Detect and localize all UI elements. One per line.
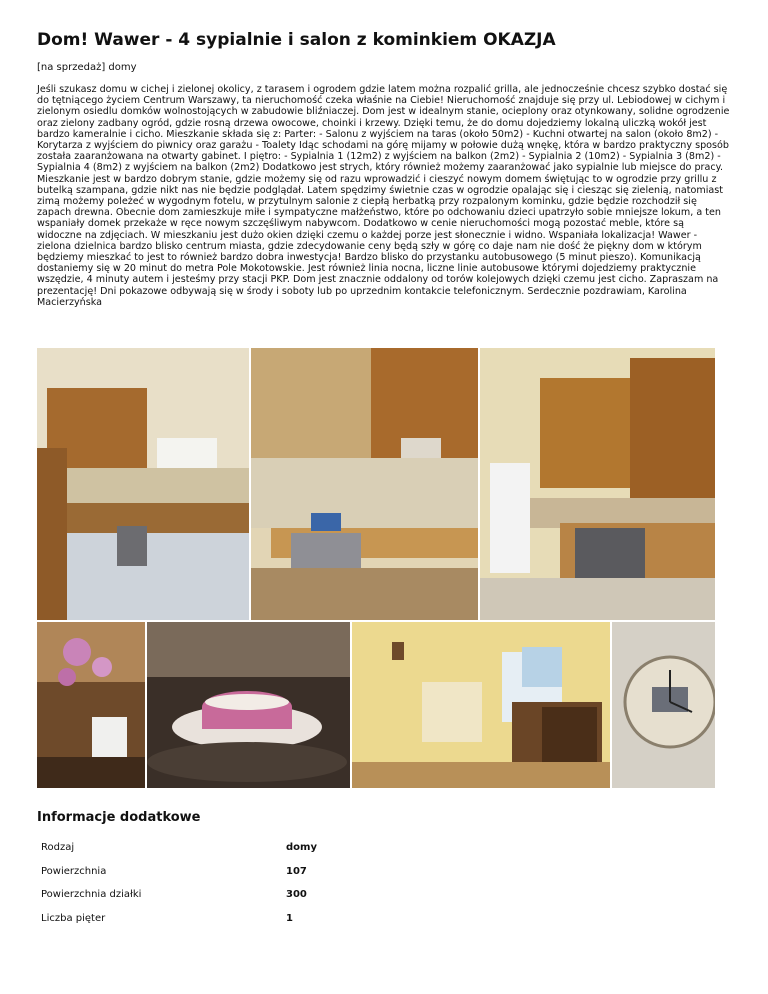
info-value: 300 bbox=[286, 889, 307, 900]
listing-description: Jeśli szukasz domu w cichej i zielonej okolicy, z tarasem i ogrodem gdzie latem można rozpalić grilla, ale jednocześnie chcesz szybko dostać się do tętniącego życiem Centrum Warszawy, ta nieruchomość czeka właśnie na Ciebie! Nieruchomość znajduje się przy ul. Lebiodowej w cichym i zielonym osiedlu domków wolnostojących w zabudowie bliźniaczej. Dom jest w idealnym stanie, ocieplony oraz otynkowany, solidne ogrodzenie oraz zielony zadbany ogród, gdzie rosną drzewa owocowe, choinki i krzewy. Dzięki temu, że do domu dojedziemy lokalną uliczką wokół jest bardzo kameralnie i cicho. Mieszkanie składa się z: Parter: - Salonu z wyjściem na taras (około 50m2) - Kuchni otwartej na salon (około 8m2) - Korytarza z wyjściem do piwnicy oraz garażu - Toalety Idąc schodami na górę mijamy w połowie dużą wnękę, która w bardzo praktyczny sposób została zaaranżowana na otwarty gabinet. I piętro: - Sypialnia 1 (12m2) z wyjściem na balkon (2m2) - Sypialnia 2 (10m2) - Sypialnia 3 (8m2) - Sypialnia 4 (8m2) z wyjściem na balkon (2m2) Dodatkowo jest strych, który również możemy zaaranżować jako sypialnie lub miejsce do pracy. Mieszkanie jest w bardzo dobrym stanie, gdzie możemy się od razu wprowadzić i cieszyć nowym domem świętując to w ogrodzie przy grillu z butelką szampana, gdzie nikt nas nie będzie podglądał. Latem spędzimy świetnie czas w ogrodzie opalając się i ciesząc się zielenią, natomiast zimą możemy poleżeć w wygodnym fotelu, w przytulnym salonie z ciepłą herbatką przy rozpalonym kominku, gdzie będzie rozchodził się zapach drewna. Obecnie dom zamieszkuje miłe i sympatyczne małżeństwo, które po odchowaniu dzieci upatrzyło sobie mniejsze lokum, a ten wspaniały domek przekaże w ręce nowym szczęśliwym nabywcom. Dodatkowo w cenie nieruchomości mogą pozostać meble, które są widoczne na zdjęciach. W mieszkaniu jest dużo okien dzięki czemu o każdej porze jest słonecznie i widno. Wspaniała lokalizacja! Wawer - zielona dzielnica bardzo blisko centrum miasta, gdzie zdecydowanie ceny będą szły w górę co daje nam nie dość że piękny dom w którym będziemy mieszkać to jest to również bardzo dobra inwestycja! Bardzo blisko do przystanku autobusowego (5 minut pieszo). Komunikacją dostaniemy się w 20 minut do metra Pole Mokotowskie. Jest również linia nocna, liczne linie autobusowe którymi dojedziemy praktycznie wszędzie, 4 minuty autem i jesteśmy przy stacji PKP. Dom jest znacznie oddalony od torów kolejowych dzięki czemu jest cicho. Zapraszam na prezentację! Dni pokazowe odbywają się w środy i soboty lub po uprzednim kontakcie telefonicznym. Serdecznie pozdrawiam, Karolina Macierzyńska bbox=[37, 84, 730, 308]
info-label: Powierzchnia bbox=[41, 866, 107, 877]
info-row bbox=[37, 866, 731, 880]
info-row bbox=[37, 842, 731, 856]
info-label: Liczba pięter bbox=[41, 913, 106, 924]
info-value: domy bbox=[286, 842, 317, 853]
additional-info-heading: Informacje dodatkowe bbox=[37, 810, 201, 825]
info-row bbox=[37, 913, 731, 927]
info-label: Rodzaj bbox=[41, 842, 75, 853]
kitchen-photo-2[interactable] bbox=[251, 348, 478, 620]
teacup-photo[interactable] bbox=[147, 622, 350, 788]
wall-clock-photo[interactable] bbox=[612, 622, 715, 788]
listing-page bbox=[37, 28, 731, 924]
kitchen-photo-3[interactable] bbox=[480, 348, 715, 620]
orchid-photo[interactable] bbox=[37, 622, 145, 788]
dining-room-photo[interactable] bbox=[352, 622, 610, 788]
listing-title: Dom! Wawer - 4 sypialnie i salon z kominkiem OKAZJA bbox=[37, 30, 556, 50]
kitchen-photo-1[interactable] bbox=[37, 348, 249, 620]
info-label: Powierzchnia działki bbox=[41, 889, 142, 900]
photo-gallery bbox=[37, 348, 715, 788]
info-value: 107 bbox=[286, 866, 307, 877]
info-value: 1 bbox=[286, 913, 293, 924]
info-row bbox=[37, 889, 731, 903]
listing-category: [na sprzedaż] domy bbox=[37, 62, 137, 73]
